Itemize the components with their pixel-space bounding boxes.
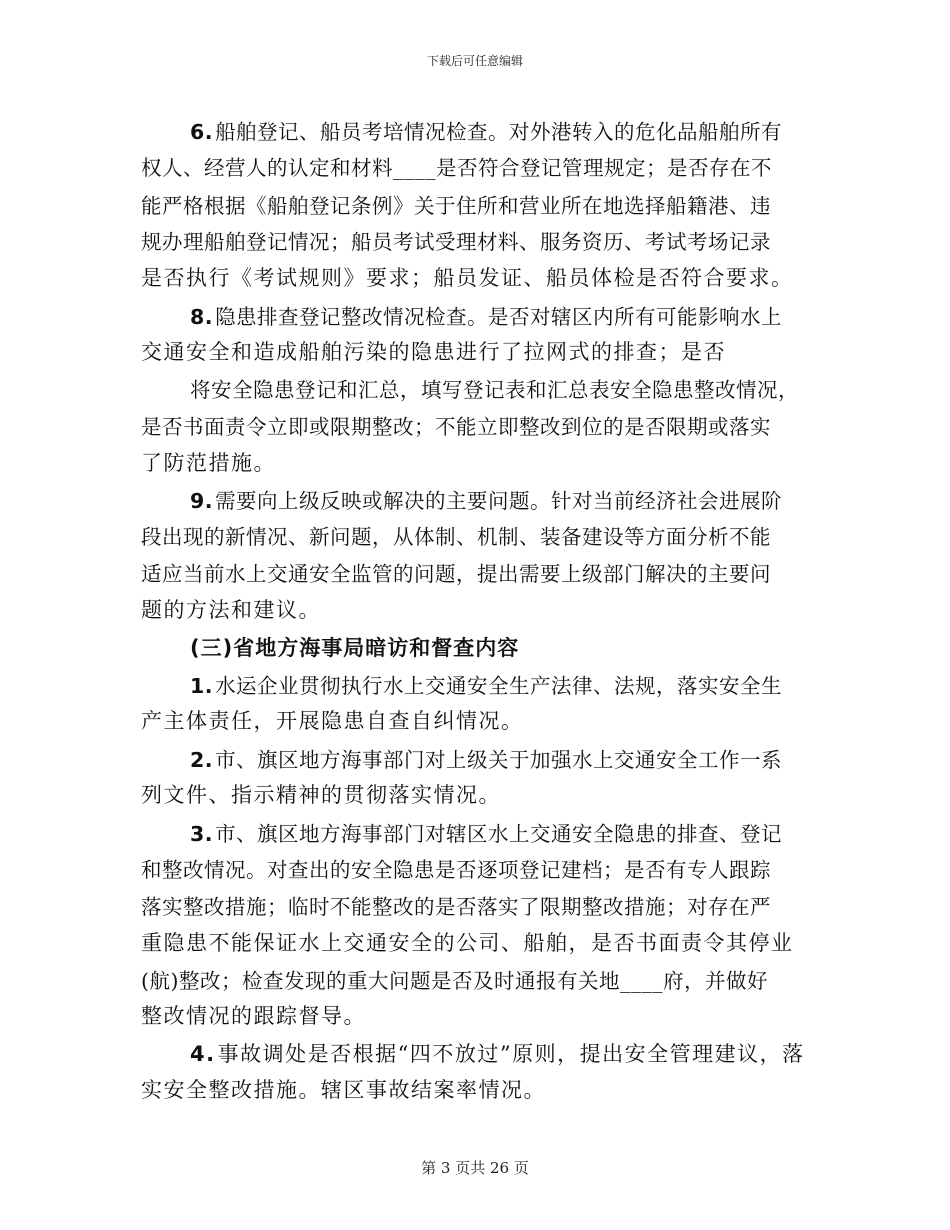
paragraph-line: 产主体责任，开展隐患自查自纠情况。 [141, 709, 524, 733]
paragraph-line: 重隐患不能保证水上交通安全的公司、船舶，是否书面责令其停业 [141, 931, 794, 955]
paragraph-line: (航)整改；检查发现的重大问题是否及时通报有关地____府，并做好 [141, 969, 768, 993]
paragraph-line: 是否书面责令立即或限期整改；不能立即整改到位的是否限期或落实 [141, 415, 771, 439]
paragraph-line: 交通安全和造成船舶污染的隐患进行了拉网式的排查；是否 [141, 340, 726, 364]
item-number: 3. [190, 822, 214, 846]
item-number: 2. [190, 748, 214, 772]
paragraph-line: 6.船舶登记、船员考培情况检查。对外港转入的危化品船舶所有 [190, 120, 783, 144]
paragraph-line: 8.隐患排查登记整改情况检查。是否对辖区内所有可能影响水上 [190, 305, 783, 329]
item-number: 6. [190, 120, 214, 144]
paragraph-line: 将安全隐患登记和汇总，填写登记表和汇总表安全隐患整改情况， [190, 378, 799, 402]
paragraph-line: 2.市、旗区地方海事部门对上级关于加强水上交通安全工作一系 [190, 748, 783, 772]
paragraph-line: 3.市、旗区地方海事部门对辖区水上交通安全隐患的排查、登记 [190, 822, 783, 846]
paragraph-line: 题的方法和建议。 [141, 598, 321, 622]
paragraph-line: 段出现的新情况、新问题，从体制、机制、装备建设等方面分析不能 [141, 525, 771, 549]
item-number: 1. [190, 674, 214, 698]
paragraph-line: 能严格根据《船舶登记条例》关于住所和营业所在地选择船籍港、违 [141, 194, 771, 218]
paragraph-line: 1.水运企业贯彻执行水上交通安全生产法律、法规，落实安全生 [190, 674, 783, 698]
paragraph-line: 规办理船舶登记情况；船员考试受理材料、服务资历、考试考场记录 [141, 230, 771, 254]
section-heading: (三)省地方海事局暗访和督查内容 [190, 636, 520, 660]
paragraph-line: 落实整改措施；临时不能整改的是否落实了限期整改措施；对存在严 [141, 895, 771, 919]
page-footer: 第 3 页共 26 页 [421, 1159, 529, 1177]
paragraph-line: 适应当前水上交通安全监管的问题，提出需要上级部门解决的主要问 [141, 562, 771, 586]
paragraph-line: 4.事故调处是否根据“四不放过”原则，提出安全管理建议，落 [190, 1042, 805, 1066]
paragraph-line: 实安全整改措施。辖区事故结案率情况。 [141, 1078, 546, 1102]
item-number: 9. [190, 489, 214, 513]
item-number: 8. [190, 305, 214, 329]
page-header: 下载后可任意编辑 [426, 54, 523, 68]
paragraph-line: 是否执行《考试规则》要求；船员发证、船员体检是否符合要求。 [141, 266, 794, 290]
paragraph-line: 列文件、指示精神的贯彻落实情况。 [141, 783, 501, 807]
paragraph-line: 了防范措施。 [141, 451, 276, 475]
paragraph-line: 整改情况的跟踪督导。 [141, 1004, 366, 1028]
paragraph-line: 9.需要向上级反映或解决的主要问题。针对当前经济社会进展阶 [190, 489, 783, 513]
item-number: 4. [190, 1042, 216, 1066]
paragraph-line: 权人、经营人的认定和材料____是否符合登记管理规定；是否存在不 [141, 156, 772, 180]
paragraph-line: 和整改情况。对查出的安全隐患是否逐项登记建档；是否有专人跟踪 [141, 858, 771, 882]
